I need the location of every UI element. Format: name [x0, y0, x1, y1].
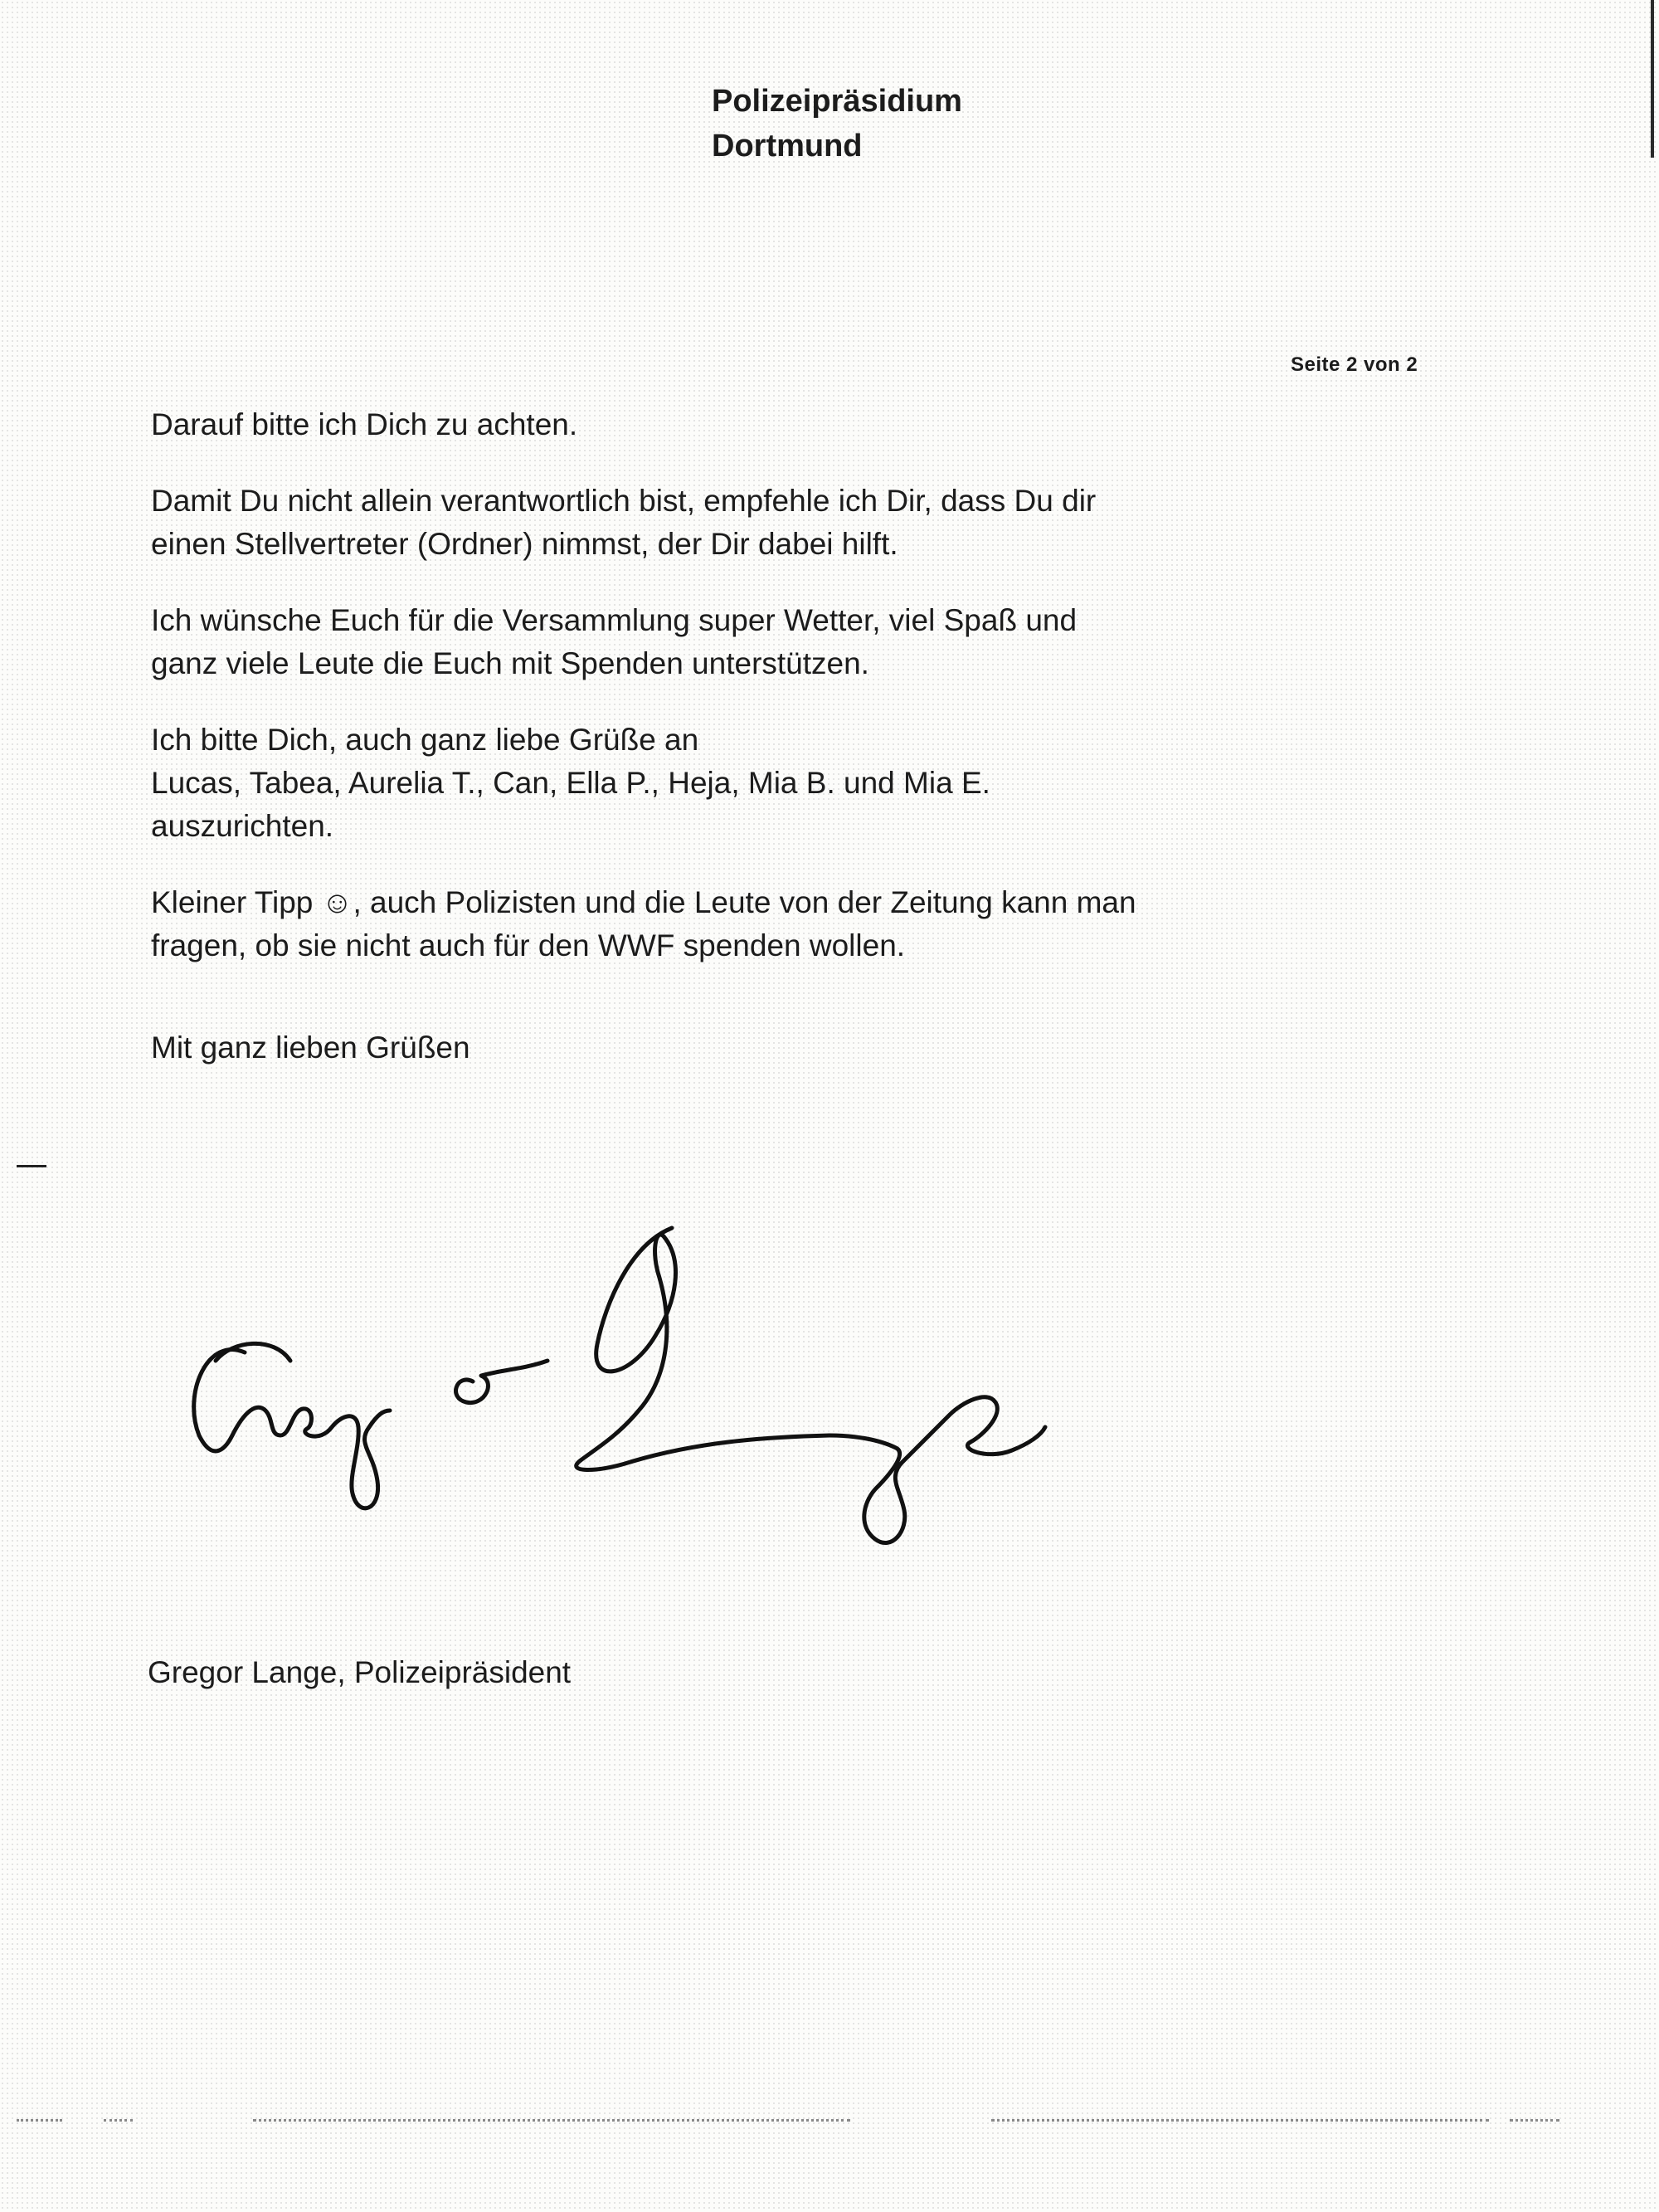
- paragraph-5: [151, 881, 1312, 967]
- footer-dotted-rule: [1510, 2119, 1559, 2125]
- closing-salutation: Mit ganz lieben Grüßen: [151, 1030, 470, 1065]
- paragraph-line: Ich wünsche Euch für die Versammlung super Wetter, viel Spaß und: [151, 603, 1078, 637]
- paragraph-line: Kleiner Tipp ☺, auch Polizisten und die Leute von der Zeitung kann man: [151, 885, 1136, 919]
- signature-stroke: [216, 1343, 290, 1361]
- paragraph-line: Ich bitte Dich, auch ganz liebe Grüße an: [151, 723, 699, 757]
- paragraph-line: Lucas, Tabea, Aurelia T., Can, Ella P., Heja, Mia B. und Mia E.: [151, 766, 990, 800]
- letter-body: [151, 403, 1312, 1001]
- letterhead-line-2: Dortmund: [712, 129, 863, 163]
- signature-stroke: [830, 1397, 1045, 1543]
- paragraph-line: fragen, ob sie nicht auch für den WWF spenden wollen.: [151, 928, 906, 962]
- paragraph-line: Damit Du nicht allein verantwortlich bist, empfehle ich Dir, dass Du dir: [151, 484, 1097, 518]
- footer-dotted-rule: [253, 2119, 850, 2125]
- letterhead: [712, 79, 962, 168]
- footer-dotted-rule: [991, 2119, 1489, 2125]
- handwritten-signature: [166, 1162, 1095, 1593]
- scan-edge-mark: [1651, 0, 1654, 158]
- signature-stroke: [194, 1349, 390, 1508]
- paragraph-2: [151, 480, 1312, 566]
- footer-dotted-rule: [104, 2119, 133, 2125]
- paragraph-line: einen Stellvertreter (Ordner) nimmst, der Dir dabei hilft.: [151, 527, 898, 561]
- footer-dotted-rule: [17, 2119, 62, 2125]
- fold-mark: [17, 1165, 46, 1167]
- signature-stroke: [577, 1228, 830, 1470]
- paragraph-3: [151, 599, 1312, 685]
- paragraph-line: ganz viele Leute die Euch mit Spenden unterstützen.: [151, 646, 869, 680]
- paragraph-1: [151, 403, 1312, 446]
- page-number: Seite 2 von 2: [1291, 353, 1418, 376]
- letterhead-line-1: Polizeipräsidium: [712, 84, 962, 119]
- paragraph-line: auszurichten.: [151, 809, 334, 843]
- signature-stroke: [456, 1361, 547, 1403]
- paragraph-line: Darauf bitte ich Dich zu achten.: [151, 407, 578, 441]
- signer-name: Gregor Lange, Polizeipräsident: [148, 1655, 572, 1689]
- paragraph-4: [151, 719, 1312, 848]
